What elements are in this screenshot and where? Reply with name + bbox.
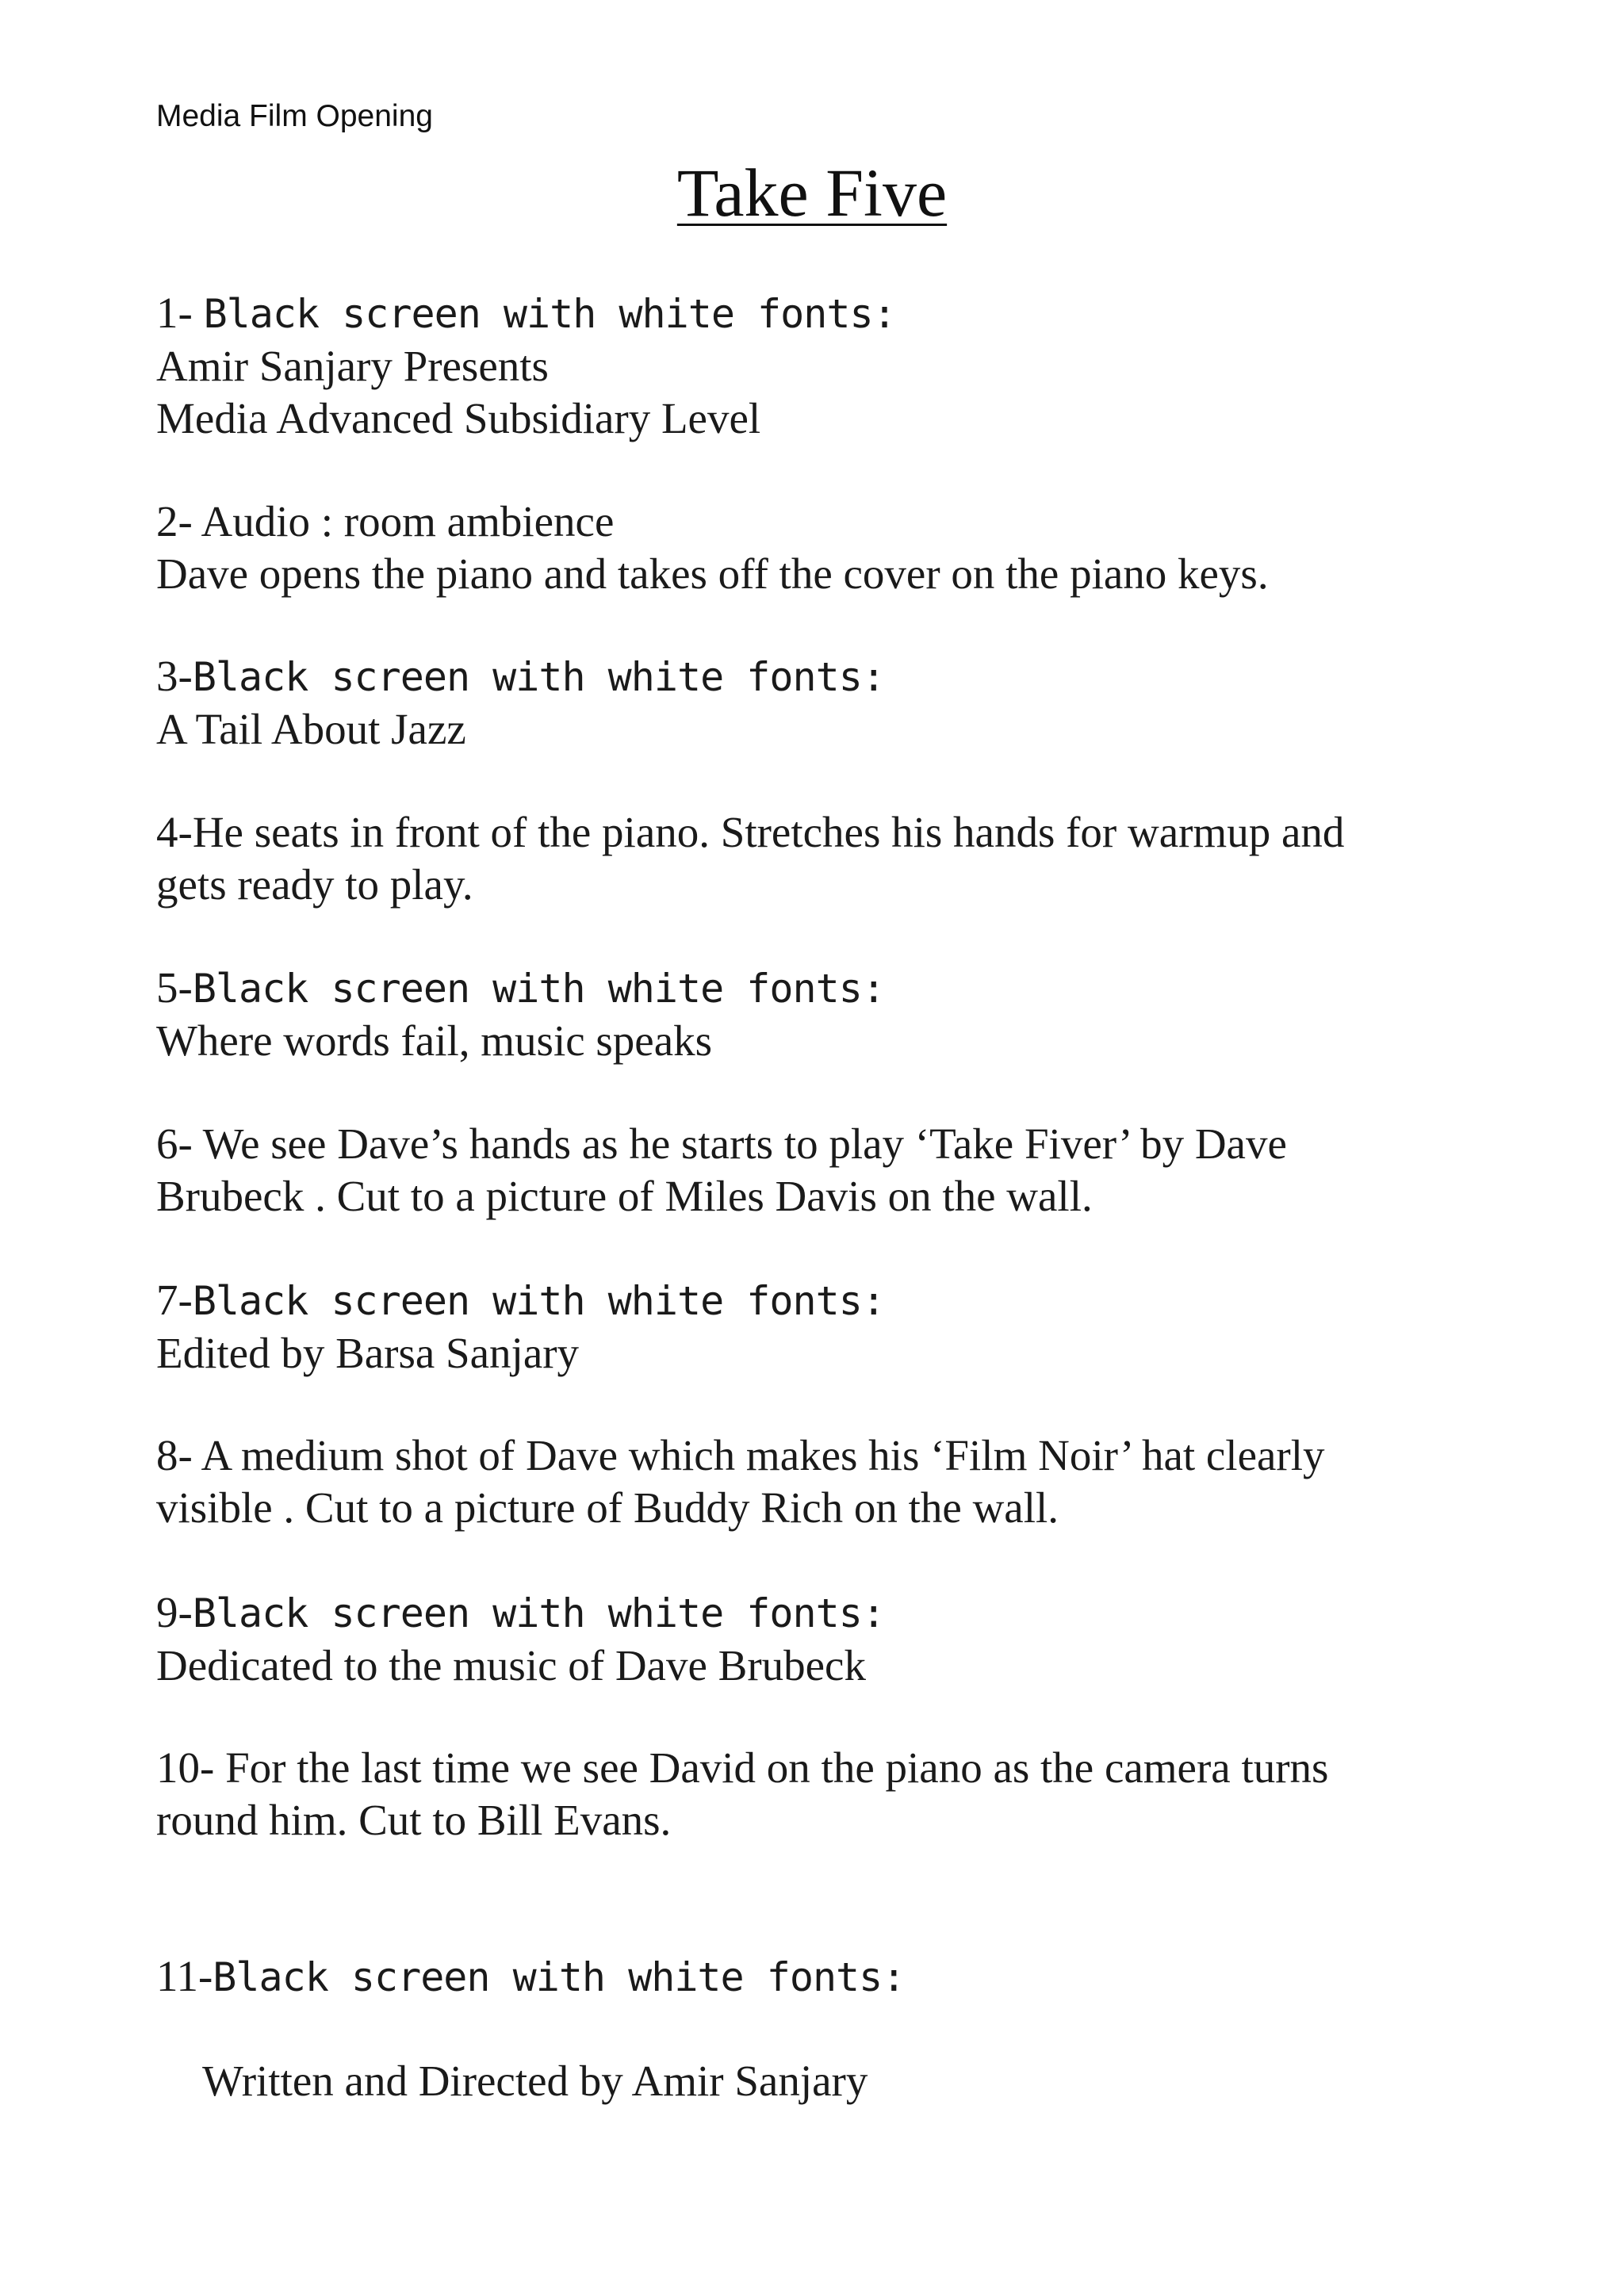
scene-5-heading: Black screen with white fonts: <box>192 966 885 1012</box>
scene-5 <box>156 962 1504 1067</box>
scene-8 <box>156 1429 1504 1534</box>
scene-5-heading-line <box>156 962 1504 1015</box>
scene-1-number: 1- <box>156 289 204 337</box>
scene-11-number: 11- <box>156 1952 213 2000</box>
scene-10-line-2: round him. Cut to Bill Evans. <box>156 1796 672 1844</box>
scene-1-heading-line <box>156 287 1504 340</box>
scene-4-line-1: 4-He seats in front of the piano. Stretches his hands for warmup and <box>156 808 1345 856</box>
scene-2 <box>156 496 1504 600</box>
scene-6 <box>156 1118 1504 1223</box>
document-header-label: Media Film Opening <box>156 99 433 133</box>
scene-9-number: 9- <box>156 1588 193 1636</box>
scene-7-heading-line <box>156 1274 1504 1327</box>
scene-7 <box>156 1274 1504 1380</box>
scene-11-heading-line <box>156 1950 1504 2003</box>
scene-2-line-1: 2- Audio : room ambience <box>156 497 615 545</box>
scene-9 <box>156 1586 1504 1692</box>
scene-5-number: 5- <box>156 963 193 1012</box>
scene-6-line-1: 6- We see Dave’s hands as he starts to play ‘Take Fiver’ by Dave <box>156 1119 1287 1168</box>
scene-3-line-1: A Tail About Jazz <box>156 705 466 753</box>
scene-9-line-1: Dedicated to the music of Dave Brubeck <box>156 1641 866 1689</box>
scene-1-line-2: Media Advanced Subsidiary Level <box>156 394 761 442</box>
scene-3-heading: Black screen with white fonts: <box>192 654 885 700</box>
document-title: Take Five <box>676 155 948 231</box>
scene-1-heading: Black screen with white fonts: <box>203 291 896 337</box>
scene-4 <box>156 806 1504 911</box>
scene-10 <box>156 1742 1504 1846</box>
scene-1 <box>156 287 1504 445</box>
scene-2-line-2: Dave opens the piano and takes off the cover on the piano keys. <box>156 549 1269 598</box>
scene-8-line-1: 8- A medium shot of Dave which makes his ‘Film Noir’ hat clearly <box>156 1431 1325 1479</box>
final-credit <box>156 2055 1504 2107</box>
scene-9-heading-line <box>156 1586 1504 1640</box>
final-credit-line: Written and Directed by Amir Sanjary <box>202 2057 868 2105</box>
scene-7-heading: Black screen with white fonts: <box>192 1278 885 1324</box>
scene-1-line-1: Amir Sanjary Presents <box>156 342 549 390</box>
scene-6-line-2: Brubeck . Cut to a picture of Miles Davis on the wall. <box>156 1172 1093 1220</box>
scene-10-line-1: 10- For the last time we see David on the piano as the camera turns <box>156 1743 1329 1792</box>
scene-3-heading-line <box>156 650 1504 703</box>
scene-7-number: 7- <box>156 1276 193 1324</box>
scene-5-line-1: Where words fail, music speaks <box>156 1016 713 1065</box>
scene-8-line-2: visible . Cut to a picture of Buddy Rich on the wall. <box>156 1483 1059 1532</box>
scene-7-line-1: Edited by Barsa Sanjary <box>156 1329 580 1377</box>
scene-3-number: 3- <box>156 652 193 700</box>
scene-3 <box>156 650 1504 756</box>
scene-9-heading: Black screen with white fonts: <box>192 1590 885 1636</box>
scene-11-heading: Black screen with white fonts: <box>213 1954 906 2000</box>
scene-4-line-2: gets ready to play. <box>156 860 473 909</box>
scene-11 <box>156 1950 1504 2003</box>
